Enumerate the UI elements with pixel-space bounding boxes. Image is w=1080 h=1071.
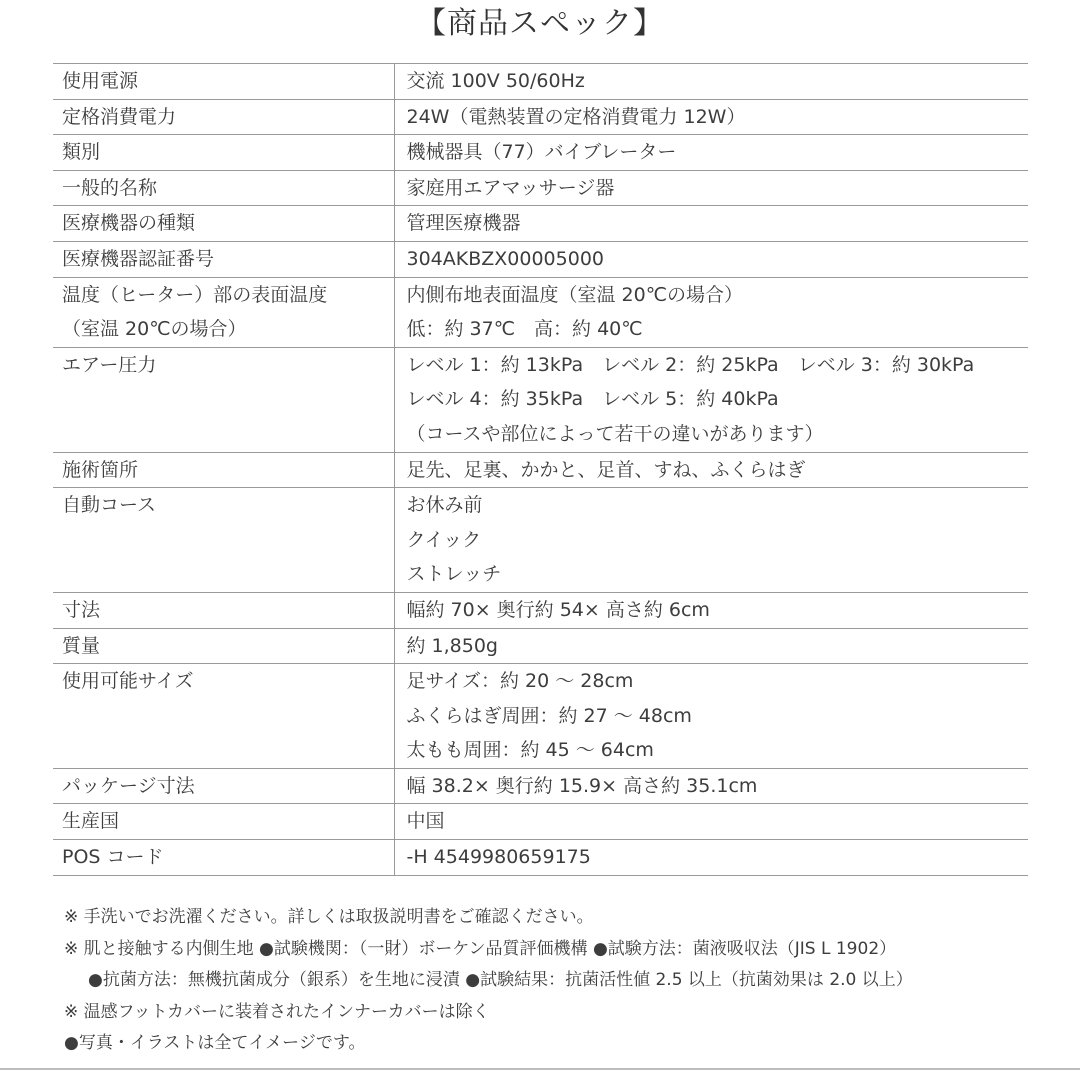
spec-table-body — [53, 64, 1028, 876]
spec-value-line: 幅約 70× 奥行約 54× 高さ約 6cm — [406, 598, 710, 621]
spec-value-line: ストレッチ — [406, 563, 502, 586]
spec-value — [394, 64, 1028, 100]
spec-value — [394, 277, 1028, 347]
spec-value — [394, 452, 1028, 488]
spec-label-line: 定格消費電力 — [62, 105, 177, 128]
spec-value-line: 管理医療機器 — [406, 212, 521, 235]
spec-value-line: 24W（電熱装置の定格消費電力 12W） — [406, 105, 746, 128]
spec-value-line: 家庭用エアマッサージ器 — [406, 176, 615, 199]
spec-value-line: クイック — [406, 528, 482, 551]
spec-label — [53, 277, 394, 347]
spec-value — [394, 768, 1028, 804]
spec-value — [394, 664, 1028, 769]
spec-value-line: ふくらはぎ周囲：約 27 ～ 48cm — [406, 704, 692, 727]
spec-label — [53, 99, 394, 135]
spec-value-line: 中国 — [406, 810, 445, 833]
spec-value-line: 低：約 37℃ 高：約 40℃ — [406, 318, 643, 341]
spec-row — [53, 452, 1028, 488]
spec-value — [394, 135, 1028, 171]
spec-value-line: 304AKBZX00005000 — [406, 247, 604, 270]
note-line: ●写真・イラストは全てイメージです。 — [64, 1033, 366, 1053]
spec-value-line: -H 4549980659175 — [406, 846, 591, 869]
spec-label-line: 質量 — [62, 634, 101, 657]
spec-label-line: 自動コース — [62, 494, 157, 517]
spec-value — [394, 241, 1028, 277]
spec-label — [53, 206, 394, 242]
spec-label-line: 類別 — [62, 141, 101, 164]
spec-table — [53, 63, 1028, 876]
notes-section — [64, 902, 1064, 1060]
spec-label-line: 施術箇所 — [62, 458, 139, 481]
spec-label — [53, 664, 394, 769]
spec-label — [53, 840, 394, 876]
page-title: 【商品スペック】 — [416, 6, 664, 41]
spec-row — [53, 592, 1028, 628]
spec-value — [394, 99, 1028, 135]
spec-label-line: 寸法 — [62, 598, 101, 621]
spec-value-line: 足サイズ：約 20 ～ 28cm — [406, 670, 634, 693]
spec-row — [53, 99, 1028, 135]
spec-label-line: 使用電源 — [62, 70, 139, 92]
spec-label — [53, 64, 394, 100]
bottom-divider — [0, 1068, 1080, 1070]
note-line: ●抗菌方法：無機抗菌成分（銀系）を生地に浸漬 ●試験結果：抗菌活性値 2.5 以上（抗菌効果は 2.0 以上） — [88, 970, 913, 990]
spec-value-line: 幅 38.2× 奥行約 15.9× 高さ約 35.1cm — [406, 774, 758, 797]
spec-row — [53, 664, 1028, 769]
spec-label-line: POS コード — [62, 846, 164, 869]
spec-value-line: レベル 1：約 13kPa レベル 2：約 25kPa レベル 3：約 30kPa — [406, 353, 975, 376]
spec-value — [394, 206, 1028, 242]
spec-label — [53, 347, 394, 452]
spec-row — [53, 241, 1028, 277]
spec-label — [53, 488, 394, 593]
spec-value — [394, 840, 1028, 876]
spec-label — [53, 241, 394, 277]
spec-label — [53, 768, 394, 804]
spec-row — [53, 277, 1028, 347]
spec-value — [394, 592, 1028, 628]
note-line: ※ 手洗いでお洗濯ください。詳しくは取扱説明書をご確認ください。 — [64, 907, 594, 927]
spec-value-line: 約 1,850g — [406, 634, 498, 657]
spec-value — [394, 488, 1028, 593]
spec-label-line: パッケージ寸法 — [62, 774, 195, 797]
spec-row — [53, 135, 1028, 171]
spec-label-line: 医療機器の種類 — [62, 212, 196, 235]
spec-value-line: 交流 100V 50/60Hz — [406, 70, 585, 92]
spec-row — [53, 64, 1028, 100]
spec-row — [53, 170, 1028, 206]
spec-label-line: 使用可能サイズ — [62, 670, 194, 693]
spec-row — [53, 804, 1028, 840]
spec-label — [53, 452, 394, 488]
spec-value-line: 足先、足裏、かかと、足首、すね、ふくらはぎ — [406, 458, 806, 481]
spec-label — [53, 170, 394, 206]
spec-row — [53, 840, 1028, 876]
spec-label-line: 生産国 — [62, 810, 120, 833]
spec-value-line: （コースや部位によって若干の違いがあります） — [406, 422, 824, 445]
spec-value-line: 太もも周囲：約 45 ～ 64cm — [406, 739, 654, 762]
spec-label-line: 温度（ヒーター）部の表面温度 — [62, 283, 328, 306]
spec-label-line: 医療機器認証番号 — [62, 247, 215, 270]
spec-row — [53, 347, 1028, 452]
spec-label-line: エアー圧力 — [62, 353, 157, 376]
note-line: ※ 温感フットカバーに装着されたインナーカバーは除く — [64, 1001, 490, 1022]
spec-value — [394, 804, 1028, 840]
spec-label — [53, 135, 394, 171]
spec-value-line: 機械器具（77）バイブレーター — [406, 141, 677, 164]
spec-value-line: 内側布地表面温度（室温 20℃の場合） — [406, 283, 744, 306]
spec-value-line: お休み前 — [406, 494, 483, 517]
spec-value — [394, 170, 1028, 206]
spec-value — [394, 628, 1028, 664]
spec-row — [53, 206, 1028, 242]
note-line: ※ 肌と接触する内側生地 ●試験機関：（一財）ボーケン品質評価機構 ●試験方法：菌液吸収法（JIS L 1902） — [64, 938, 897, 959]
spec-label-line: 一般的名称 — [62, 176, 158, 199]
spec-label — [53, 592, 394, 628]
spec-label-line: （室温 20℃の場合） — [62, 318, 247, 341]
spec-row — [53, 768, 1028, 804]
spec-value — [394, 347, 1028, 452]
spec-row — [53, 628, 1028, 664]
spec-row — [53, 488, 1028, 593]
spec-label — [53, 804, 394, 840]
spec-label — [53, 628, 394, 664]
spec-value-line: レベル 4：約 35kPa レベル 5：約 40kPa — [406, 388, 779, 411]
